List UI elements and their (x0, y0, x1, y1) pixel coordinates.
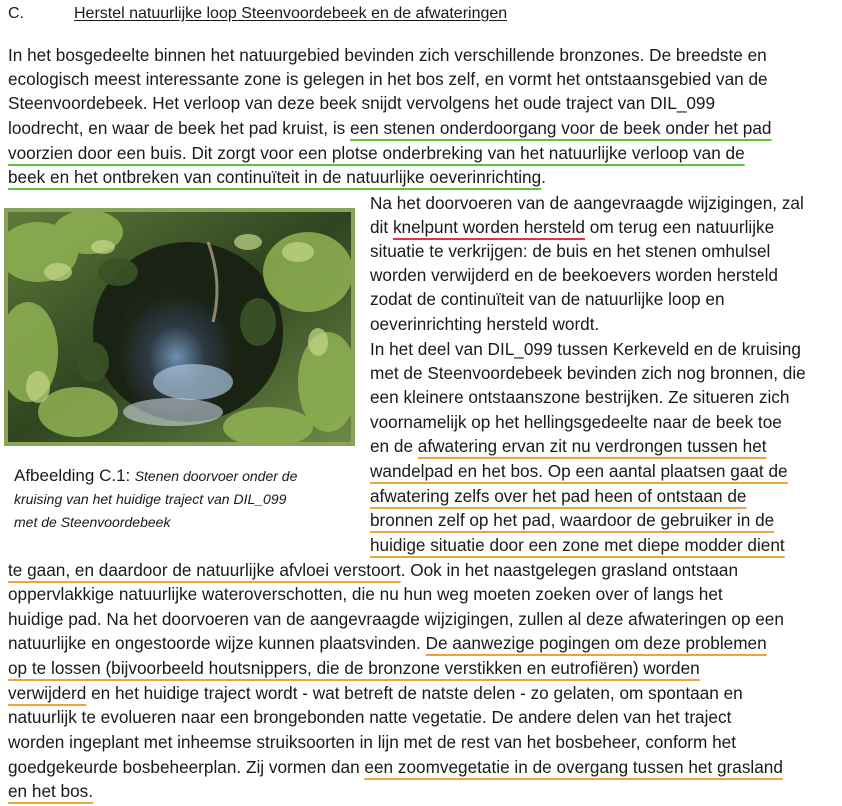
section-heading (8, 4, 507, 24)
text-segment: loodrecht, en waar de beek het pad kruist, is (8, 118, 351, 138)
text-segment: dit (370, 217, 393, 237)
text-segment: Na het doorvoeren van de aangevraagde wijzigingen, zal (370, 193, 804, 213)
para2-line (370, 435, 767, 458)
para2-line (370, 460, 788, 483)
para1-line (8, 92, 715, 115)
para3-line (8, 608, 784, 631)
text-segment: worden verwijderd en de beekoevers worden hersteld (370, 265, 778, 285)
stream-culvert-photo (8, 212, 351, 442)
highlighted-text: een zoomvegetatie in de overgang tussen het grasland (364, 757, 783, 777)
para2-line (370, 264, 778, 287)
highlighted-text: knelpunt worden hersteld (392, 217, 585, 237)
para2-line (370, 192, 804, 215)
caption-text: Stenen doorvoer onder de (134, 468, 298, 484)
para1-line (8, 44, 767, 67)
text-segment: . (541, 167, 546, 187)
para3-line (8, 731, 736, 754)
para2-line (370, 534, 785, 557)
text-segment: oppervlakkige natuurlijke wateroverschotten, die nu hun weg moeten zoeken over of langs het (8, 584, 723, 604)
highlighted-text: afwatering ervan zit nu verdrongen tussen het (417, 436, 767, 456)
highlighted-text: afwatering zelfs over het pad heen of ontstaan de (370, 486, 747, 506)
para1-line (8, 117, 771, 140)
text-segment: situatie te verkrijgen: de buis en het stenen omhulsel (370, 241, 771, 261)
para1-line (8, 68, 768, 91)
text-segment: ecologisch meest interessante zone is gelegen in het bos zelf, en vormt het ontstaansgebied van de (8, 69, 768, 89)
para2-line (370, 509, 774, 532)
highlighted-text: bronnen zelf op het pad, waardoor de gebruiker in de (370, 510, 775, 530)
para1-line (8, 142, 745, 165)
figure-caption (14, 464, 354, 534)
text-segment: In het bosgedeelte binnen het natuurgebied bevinden zich verschillende bronzones. De breedste en (8, 45, 767, 65)
para2-line (370, 485, 746, 508)
para3-line (8, 780, 93, 803)
para2-line (370, 411, 782, 434)
text-segment: en de (370, 436, 418, 456)
highlighted-text: beek en het ontbreken van continuïteit in de natuurlijke oeverinrichting (8, 167, 542, 187)
para3-line (8, 559, 738, 582)
text-segment: natuurlijke en ongestoorde wijze kunnen plaatsvinden. (8, 633, 426, 653)
text-segment: een kleinere ontstaanszone bestrijken. Ze situeren zich (370, 387, 790, 407)
text-segment: Steenvoordebeek. Het verloop van deze beek snijdt vervolgens het oude traject van DIL_099 (8, 93, 716, 113)
highlighted-text: huidige situatie door een zone met diepe modder dient (370, 535, 785, 555)
para2-line (370, 240, 770, 263)
para2-line (370, 386, 789, 409)
text-segment: oeverinrichting hersteld wordt. (370, 314, 600, 334)
highlighted-text: verwijderd (8, 683, 87, 703)
highlighted-text: De aanwezige pogingen om deze problemen (425, 633, 767, 653)
para3-line (8, 706, 731, 729)
highlighted-text: voorzien door een buis. Dit zorgt voor een plotse onderbreking van het natuurlijke verloop van de (8, 143, 745, 163)
para2-line (370, 313, 599, 336)
para2-line (370, 216, 774, 239)
text-segment: . Ook in het naastgelegen grasland ontstaan (400, 560, 739, 580)
text-segment: natuurlijk te evolueren naar een brongebonden natte vegetatie. De andere delen van het traject (8, 707, 732, 727)
text-segment: huidige pad. Na het doorvoeren van de aangevraagde wijzigingen, zullen al deze afwateringen op een (8, 609, 784, 629)
section-number: C. (8, 5, 24, 22)
para2-line (370, 362, 806, 385)
section-title: Herstel natuurlijke loop Steenvoordebeek en de afwateringen (74, 5, 508, 22)
text-segment: In het deel van DIL_099 tussen Kerkeveld en de kruising (370, 339, 801, 359)
para2-line (370, 288, 725, 311)
caption-text: kruising van het huidige traject van DIL_099 (14, 491, 287, 507)
highlighted-text: een stenen onderdoorgang voor de beek onder het pad (350, 118, 772, 138)
highlighted-text: te gaan, en daardoor de natuurlijke afvloei verstoort (8, 560, 401, 580)
text-segment: met de Steenvoordebeek bevinden zich nog bronnen, die (370, 363, 806, 383)
text-segment: en het huidige traject wordt - wat betreft de natste delen - zo gelaten, om spontaan en (86, 683, 743, 703)
text-segment: om terug een natuurlijke (585, 217, 775, 237)
highlighted-text: en het bos. (8, 781, 94, 801)
highlighted-text: op te lossen (bijvoorbeeld houtsnippers, die de bronzone verstikken en eutrofiëren) worden (8, 658, 700, 678)
text-segment: worden ingeplant met inheemse struiksoorten in lijn met de rest van het bosbeheer, conform het (8, 732, 737, 752)
para3-line (8, 632, 767, 655)
para1-line (8, 166, 546, 189)
caption-label: Afbeelding C.1: (14, 466, 131, 485)
highlighted-text: wandelpad en het bos. Op een aantal plaatsen gaat de (370, 461, 788, 481)
caption-text: met de Steenvoordebeek (14, 514, 171, 530)
figure-photo (4, 208, 355, 446)
text-segment: zodat de continuïteit van de natuurlijke loop en (370, 289, 725, 309)
para3-line (8, 682, 743, 705)
para3-line (8, 583, 723, 606)
para3-line (8, 756, 783, 779)
para2-line (370, 338, 801, 361)
text-segment: goedgekeurde bosbeheerplan. Zij vormen dan (8, 757, 365, 777)
para3-line (8, 657, 700, 680)
text-segment: voornamelijk op het hellingsgedeelte naar de beek toe (370, 412, 782, 432)
